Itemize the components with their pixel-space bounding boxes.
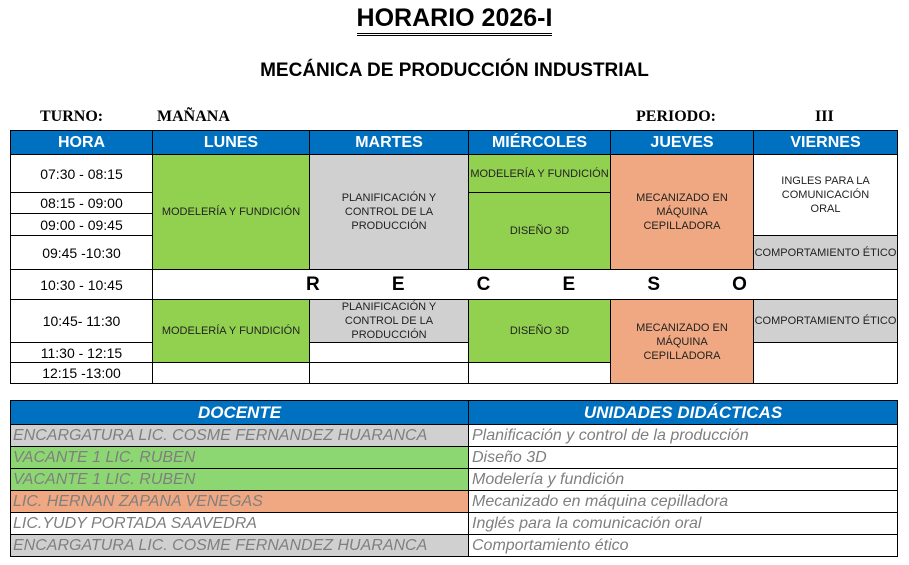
class-block-friday-pm: COMPORTAMIENTO ÉTICO <box>754 300 898 343</box>
periodo-label: PERIODO: <box>636 108 716 125</box>
class-block-wednesday-am1: MODELERÍA Y FUNDICIÓN <box>469 155 611 193</box>
class-block-wednesday-am2: DISEÑO 3D <box>469 193 611 270</box>
teacher-name: LIC. HERNAN ZAPANA VENEGAS <box>11 491 469 513</box>
class-block-tuesday-pm: PLANIFICACIÓN Y CONTROL DE LA PRODUCCIÓN <box>310 300 469 343</box>
header-martes: MARTES <box>310 131 469 155</box>
recess-letter: E <box>562 273 576 295</box>
teacher-row <box>11 447 898 469</box>
teachers-table <box>10 400 898 557</box>
class-block-friday-am2: COMPORTAMIENTO ÉTICO <box>754 236 898 270</box>
class-block-thursday-am: MECANIZADO EN MÁQUINA CEPILLADORA <box>611 155 754 270</box>
hour-cell: 09:45 -10:30 <box>11 236 153 270</box>
hour-cell: 07:30 - 08:15 <box>11 155 153 193</box>
teacher-row <box>11 469 898 491</box>
class-block-wednesday-pm: DISEÑO 3D <box>469 300 611 363</box>
course-unit: Modelería y fundición <box>469 469 898 491</box>
class-block-monday-am: MODELERÍA Y FUNDICIÓN <box>153 155 310 270</box>
hour-cell: 10:45- 11:30 <box>11 300 153 343</box>
header-hora: HORA <box>11 131 153 155</box>
header-jueves: JUEVES <box>611 131 754 155</box>
periodo-value: III <box>815 108 834 125</box>
empty-cell <box>310 343 469 363</box>
turno-value: MAÑANA <box>157 108 230 125</box>
recess-letter: E <box>391 273 405 295</box>
header-miercoles: MIÉRCOLES <box>469 131 611 155</box>
empty-cell <box>469 363 611 384</box>
recess-row <box>11 270 898 300</box>
hour-cell: 09:00 - 09:45 <box>11 214 153 236</box>
empty-cell <box>754 343 898 384</box>
teacher-name: ENCARGATURA LIC. COSME FERNANDEZ HUARANCA <box>11 425 469 447</box>
header-viernes: VIERNES <box>754 131 898 155</box>
header-docente: DOCENTE <box>11 401 469 425</box>
header-lunes: LUNES <box>153 131 310 155</box>
schedule-table <box>10 130 898 384</box>
teacher-row <box>11 535 898 557</box>
teachers-header-row <box>11 401 898 425</box>
recess-letter: C <box>476 273 491 295</box>
course-unit: Planificación y control de la producción <box>469 425 898 447</box>
course-unit: Mecanizado en máquina cepilladora <box>469 491 898 513</box>
class-block-friday-am1: INGLES PARA LA COMUNICACIÓN ORAL <box>754 155 898 236</box>
recess-banner <box>153 270 898 300</box>
page-title: HORARIO 2026-I <box>0 4 909 36</box>
recess-letter: S <box>647 273 661 295</box>
teacher-row <box>11 491 898 513</box>
hour-cell: 11:30 - 12:15 <box>11 343 153 363</box>
course-unit: Inglés para la comunicación oral <box>469 513 898 535</box>
teacher-row <box>11 425 898 447</box>
recess-letter: O <box>732 273 747 295</box>
schedule-header-row <box>11 131 898 155</box>
course-unit: Comportamiento ético <box>469 535 898 557</box>
class-block-tuesday-am: PLANIFICACIÓN Y CONTROL DE LA PRODUCCIÓN <box>310 155 469 270</box>
course-unit: Diseño 3D <box>469 447 898 469</box>
teacher-name: VACANTE 1 LIC. RUBEN <box>11 447 469 469</box>
schedule-row <box>11 343 898 363</box>
class-block-thursday-pm: MECANIZADO EN MÁQUINA CEPILLADORA <box>611 300 754 384</box>
empty-cell <box>153 363 310 384</box>
teacher-name: VACANTE 1 LIC. RUBEN <box>11 469 469 491</box>
recess-letter: R <box>306 273 320 295</box>
class-block-monday-pm: MODELERÍA Y FUNDICIÓN <box>153 300 310 363</box>
program-subtitle: MECÁNICA DE PRODUCCIÓN INDUSTRIAL <box>260 60 649 81</box>
teacher-name: LIC.YUDY PORTADA SAAVEDRA <box>11 513 469 535</box>
turno-label: TURNO: <box>40 108 104 125</box>
empty-cell <box>310 363 469 384</box>
schedule-row <box>11 300 898 343</box>
hour-cell: 10:30 - 10:45 <box>11 270 153 300</box>
schedule-row <box>11 155 898 193</box>
hour-cell: 12:15 -13:00 <box>11 363 153 384</box>
header-unidades: UNIDADES DIDÁCTICAS <box>469 401 898 425</box>
teacher-name: ENCARGATURA LIC. COSME FERNANDEZ HUARANCA <box>11 535 469 557</box>
teacher-row <box>11 513 898 535</box>
hour-cell: 08:15 - 09:00 <box>11 193 153 214</box>
